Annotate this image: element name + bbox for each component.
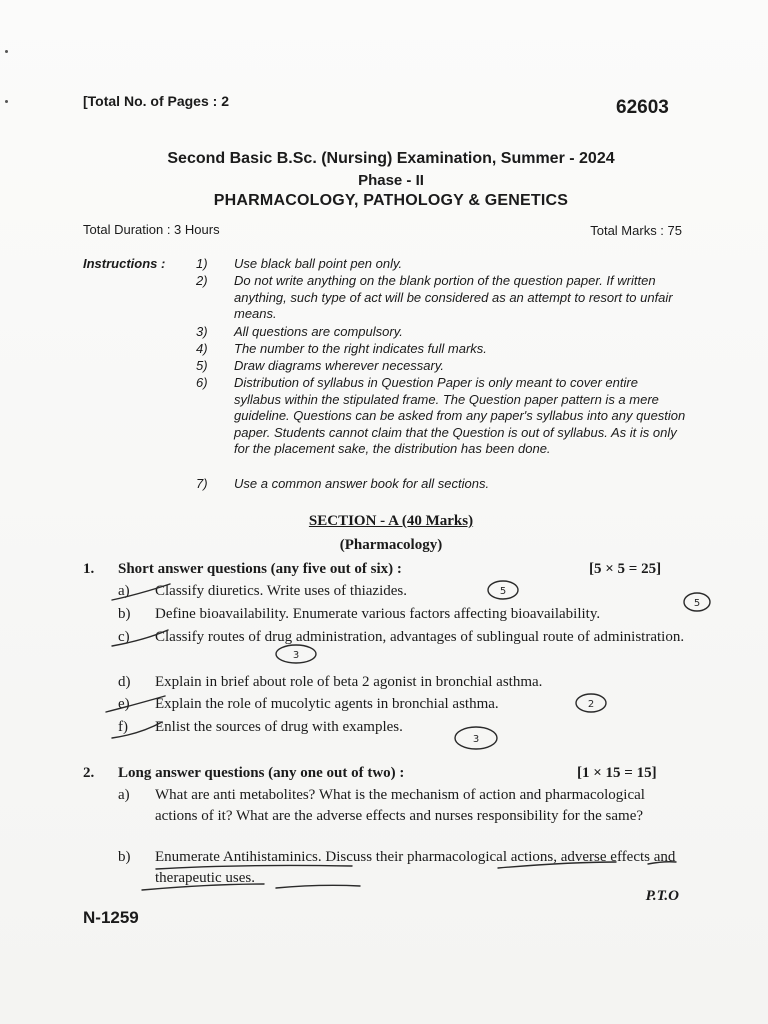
instructions-label: Instructions : [83,256,166,271]
question-title: Short answer questions (any five out of six) : [118,561,402,577]
paper-number: 62603 [616,97,669,118]
question-number: 2. [83,765,95,781]
sub-question-text: Explain the role of mucolytic agents in bronchial asthma. [155,696,499,712]
instruction-number: 6) [196,375,208,390]
instruction-text: Do not write anything on the blank portion of the question paper. If written anything, such type of act will be considered as an attempt to resort to unfair means. [234,273,673,322]
handwritten-mark: 3 [472,734,480,745]
sub-question-text: Enumerate Antihistaminics. Discuss their pharmacological actions, adverse effects and therapeutic uses. [155,849,676,886]
instruction-text: Draw diagrams wherever necessary. [234,358,444,373]
total-duration: Total Duration : 3 Hours [83,222,220,237]
exam-phase: Phase - II [358,172,424,189]
sub-question-text: Explain in brief about role of beta 2 agonist in bronchial asthma. [155,674,543,690]
sub-question-letter: c) [118,629,130,645]
page-turn-note: P.T.O [645,888,679,904]
instruction-text: Use black ball point pen only. [234,256,403,271]
instruction-item [196,273,686,323]
sub-question [118,694,688,715]
instruction-number: 5) [196,358,208,373]
question-marks: [5 × 5 = 25] [589,561,662,577]
paper-code: N-1259 [83,908,139,927]
sub-question-letter: d) [118,674,131,690]
exam-title: Second Basic B.Sc. (Nursing) Examination, Summer - 2024 [167,150,615,167]
instruction-item [196,256,686,273]
sub-question-text: Define bioavailability. Enumerate various factors affecting bioavailability. [155,606,601,622]
question-marks: [1 × 15 = 15] [577,765,657,781]
sub-question-text: Enlist the sources of drug with examples. [155,719,403,735]
punch-mark [5,50,8,53]
instruction-number: 7) [196,476,208,491]
sub-question-letter: a) [118,787,130,803]
instruction-text: Distribution of syllabus in Question Paper is only meant to cover entire syllabus within the stipulated frame. The Question paper pattern is a mere guideline. Questions can be asked from any paper's syllabus into any question paper. Students cannot claim that the Question is out of syllabus. As it is only for the placement sake, the distribution has been done. [234,375,686,457]
section-title: SECTION - A (40 Marks) [308,513,474,529]
sub-question-text: Classify routes of drug administration, advantages of sublingual route of administration. [155,629,685,645]
handwritten-mark: 2 [587,699,595,710]
instruction-text: All questions are compulsory. [234,324,403,339]
question-number: 1. [83,561,95,577]
sub-question-letter: b) [118,606,131,622]
punch-mark [5,100,8,103]
instruction-text: The number to the right indicates full marks. [234,341,487,356]
sub-question-letter: b) [118,849,131,865]
sub-question [118,717,688,738]
sub-question [118,627,688,648]
handwritten-mark: 3 [292,650,300,661]
sub-question [118,847,688,889]
sub-question-letter: a) [118,583,130,599]
sub-question [118,604,688,625]
sub-question [118,581,688,602]
instruction-item [196,324,686,341]
instruction-number: 2) [196,273,208,288]
handwritten-mark: 5 [693,598,701,609]
subject-title: PHARMACOLOGY, PATHOLOGY & GENETICS [213,192,569,209]
sub-question [118,785,688,827]
total-pages-label: [Total No. of Pages : 2 [83,93,229,109]
sub-question-text: What are anti metabolites? What is the mechanism of action and pharmacological actions of it? What are the adverse effects and nurses responsibility for the same? [155,787,645,824]
instruction-number: 3) [196,324,208,339]
sub-question-letter: e) [118,696,130,712]
instruction-number: 1) [196,256,208,271]
instruction-item [196,476,686,493]
sub-question-text: Classify diuretics. Write uses of thiazides. [155,583,407,599]
sub-question [118,672,688,693]
section-subtitle: (Pharmacology) [339,537,443,553]
instruction-item [196,358,686,375]
instruction-item [196,341,686,358]
instruction-number: 4) [196,341,208,356]
question-title: Long answer questions (any one out of two) : [118,765,405,781]
total-marks: Total Marks : 75 [590,223,682,238]
handwritten-mark: 5 [499,586,507,597]
instruction-item [196,375,686,458]
instruction-text: Use a common answer book for all sections. [234,476,490,491]
sub-question-letter: f) [118,719,128,735]
